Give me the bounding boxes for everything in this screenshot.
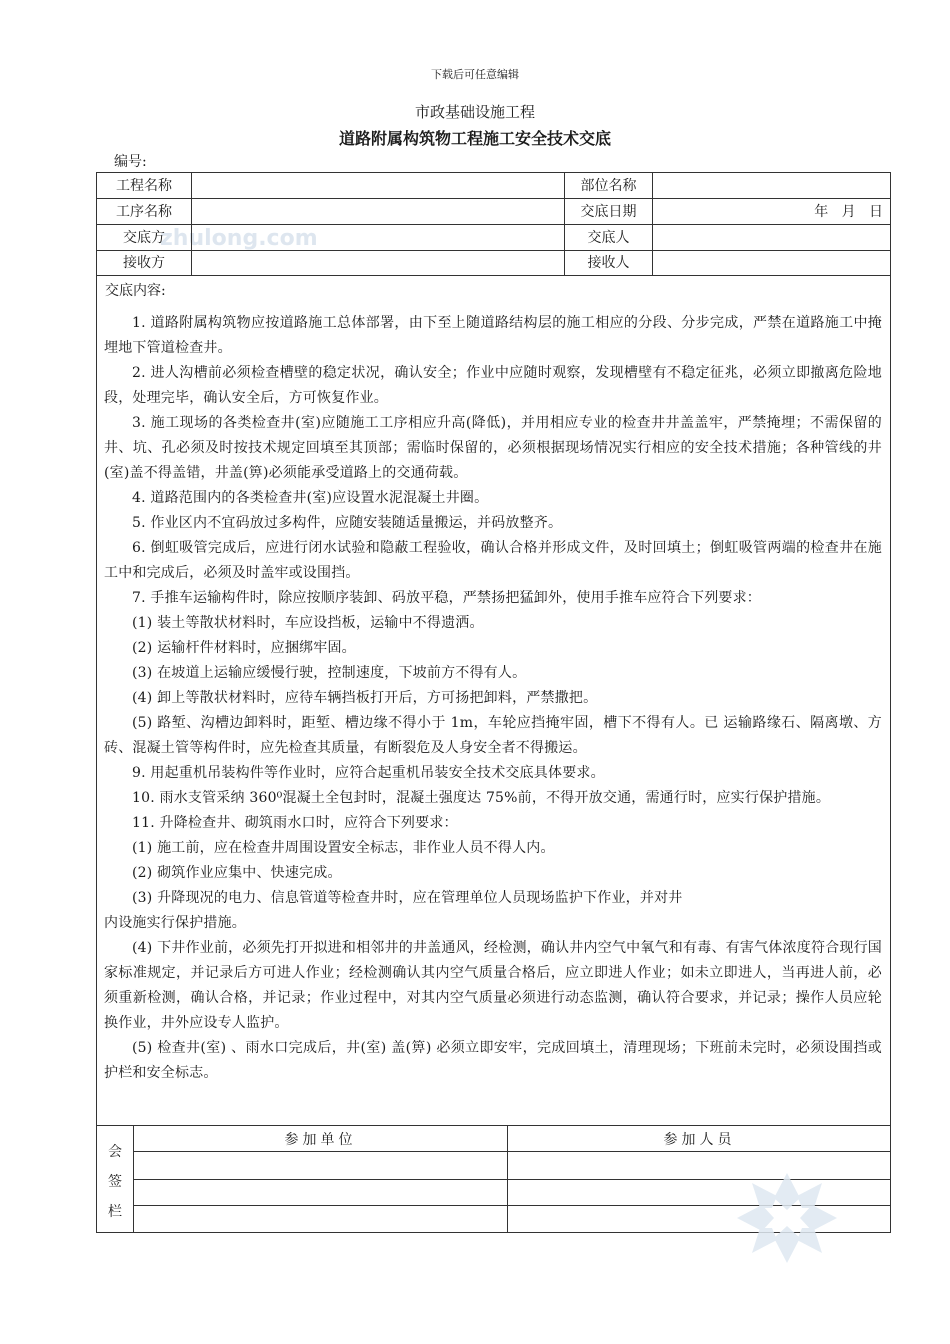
- content-paragraph: 4. 道路范围内的各类检查井(室)应设置水泥混凝土井圈。: [132, 490, 489, 506]
- participating-unit-header: 参加单位: [284, 1132, 357, 1148]
- content-paragraph: 3. 施工现场的各类检查井(室)应随施工工序相应升高(降低)，并用相应专业的检查井井盖盖牢，严禁掩埋；不需保留的井、坑、孔必须及时按技术规定回填至其顶部；需临时保留的，必须根据现场情况实行相应的安全技术措施；各种管线的井(室)盖不得盖错，井盖(箅)必须能承受道路上的交通荷载。: [104, 415, 882, 481]
- giver-party-label: 交底方: [123, 230, 165, 246]
- receiver-person-label: 接收人: [587, 255, 630, 271]
- unit-row-3[interactable]: [135, 1206, 506, 1232]
- section-name-label: 部位名称: [580, 178, 637, 194]
- content-paragraph: (1) 装土等散状材料时，车应设挡板，运输中不得遗洒。: [132, 615, 484, 631]
- content-paragraph: 2. 进人沟槽前必须检查槽壁的稳定状况，确认安全；作业中应随时观察，发现槽壁有不稳定征兆，必须立即撤离危险地段，处理完毕，确认安全后，方可恢复作业。: [104, 365, 882, 406]
- content-paragraph: (5) 检查井(室) 、雨水口完成后，井(室) 盖(箅) 必须立即安牢，完成回填土，清理现场；下班前未完时，必须设围挡或护栏和安全标志。: [104, 1040, 882, 1081]
- content-paragraph: 9. 用起重机吊装构件等作业时，应符合起重机吊装安全技术交底具体要求。: [132, 765, 605, 781]
- disclosure-content: [104, 311, 882, 1086]
- content-paragraph: (4) 卸上等散状材料时，应待车辆挡板打开后，方可扬把卸料，严禁撒把。: [132, 690, 598, 706]
- content-paragraph: 1. 道路附属构筑物应按道路施工总体部署，由下至上随道路结构层的施工相应的分段、分步完成，严禁在道路施工中掩埋地下管道检查井。: [104, 315, 882, 356]
- giver-party-field[interactable]: [192, 225, 564, 251]
- giver-person-field[interactable]: [653, 225, 891, 251]
- content-paragraph: (4) 下井作业前，必须先打开拟进和相邻井的井盖通风，经检测，确认井内空气中氧气和有毒、有害气体浓度符合现行国家标准规定，并记录后方可进人作业；经检测确认其内空气质量合格后，应立即进人作业；如未立即进人，当再进人前，必须重新检测，确认合格，并记录；作业过程中，对其内空气质量必须进行动态监测，确认符合要求，并记录；操作人员应轮换作业，井外应设专人监护。: [104, 940, 882, 1031]
- watermark-text: zhulong.com: [160, 226, 318, 251]
- receiver-party-field[interactable]: [192, 250, 564, 276]
- process-name-label: 工序名称: [116, 204, 172, 220]
- content-paragraph: (2) 砌筑作业应集中、快速完成。: [132, 865, 342, 881]
- content-paragraph: 6. 倒虹吸管完成后，应进行闭水试验和隐蔽工程验收，确认合格并形成文件，及时回填土；倒虹吸管两端的检查井在施工中和完成后，必须及时盖牢或设围挡。: [104, 540, 882, 581]
- content-paragraph: (3) 升降现况的电力、信息管道等检查井时，应在管理单位人员现场监护下作业，并对井: [132, 890, 683, 906]
- content-paragraph: 10. 雨水支管采纳 360⁰混凝土全包封时，混凝土强度达 75%前，不得开放交通，需通行时，应实行保护措施。: [132, 790, 831, 806]
- disclosure-date-label: 交底日期: [580, 204, 637, 220]
- download-note: 下载后可任意编辑: [431, 68, 519, 81]
- receiver-party-label: 接收方: [123, 255, 165, 271]
- content-paragraph: 5. 作业区内不宜码放过多构件，应随安装随适量搬运，并码放整齐。: [132, 515, 563, 531]
- process-name-field[interactable]: [192, 199, 564, 225]
- document-number-label: 编号:: [114, 154, 147, 170]
- content-paragraph: (1) 施工前，应在检查井周围设置安全标志，非作业人员不得人内。: [132, 840, 555, 856]
- document-subtitle: 市政基础设施工程: [414, 103, 535, 121]
- content-paragraph: (5) 路堑、沟槽边卸料时，距堑、槽边缘不得小于 1m，车轮应挡掩牢固，槽下不得有人。已 运输路缘石、隔离墩、方砖、混凝土管等构件时，应先检查其质量，有断裂危及人身安全者不得搬运。: [104, 715, 882, 756]
- content-paragraph: 内设施实行保护措施。: [104, 915, 246, 931]
- content-paragraph: 11. 升降检查井、砌筑雨水口时，应符合下列要求：: [132, 815, 458, 831]
- content-label: 交底内容:: [105, 283, 166, 299]
- content-paragraph: (3) 在坡道上运输应缓慢行驶，控制速度，下坡前方不得有人。: [132, 665, 527, 681]
- disclosure-form: [96, 172, 891, 1233]
- content-paragraph: 7. 手推车运输构件时，除应按顺序装卸、码放平稳，严禁扬把猛卸外，使用手推车应符合下列要求：: [132, 590, 762, 606]
- watermark-logo-icon: [732, 1168, 842, 1268]
- project-name-label: 工程名称: [116, 178, 172, 194]
- section-name-field[interactable]: [653, 173, 891, 199]
- signoff-side-label: 会 签 栏: [108, 1144, 122, 1220]
- content-paragraph: (2) 运输杆件材料时，应捆绑牢固。: [132, 640, 356, 656]
- document-title: 道路附属构筑物工程施工安全技术交底: [338, 129, 611, 148]
- unit-row-2[interactable]: [135, 1180, 506, 1205]
- project-name-field[interactable]: [192, 173, 564, 199]
- receiver-person-field[interactable]: [653, 250, 891, 276]
- participating-people-header: 参加人员: [663, 1132, 736, 1148]
- disclosure-date-field[interactable]: 年 月 日: [814, 204, 883, 220]
- unit-row-1[interactable]: [135, 1152, 506, 1178]
- giver-person-label: 交底人: [587, 230, 630, 246]
